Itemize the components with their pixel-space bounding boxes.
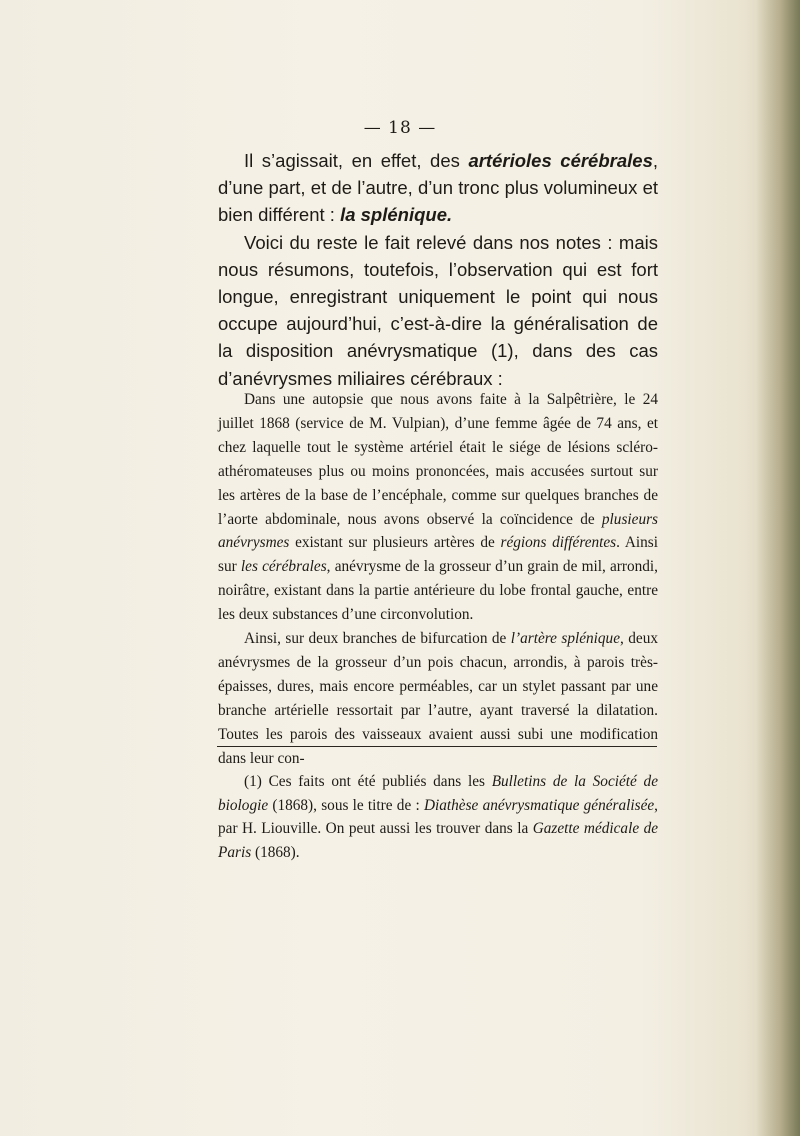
emphasis: régions différentes	[500, 534, 617, 552]
text-run: , par H. Liouville. On peut aussi les trouver dans la	[218, 796, 658, 838]
emphasis: les cérébrales	[240, 558, 327, 576]
emphasis: Gazette médicale de Paris	[218, 820, 659, 861]
footnote	[218, 770, 658, 864]
emphasis: Bulletins de la Société de biologie	[218, 773, 658, 814]
text-run: (1) Ces faits ont été publiés dans les	[244, 773, 492, 790]
text-run: Dans une autopsie que nous avons faite à la Salpêtrière, le 24 juillet 1868 (service de M. Vulpian), d’une femme âgée de 74 ans, et chez laquelle tout le système artériel était le siége de lésions scléro-athéromateuses plus ou moins prononcées, mais accusées surtout sur les artères de la base de l’encéphale, comme sur quelques branches de l’aorte abdominale, nous avons observé la coïncidence de	[218, 391, 658, 528]
emphasis: Diathèse anévrysmatique généralisée	[423, 796, 655, 814]
paragraph-2: Voici du reste le fait relevé dans nos notes : mais nous résumons, toutefois, l’observation qui est fort longue, enregistrant uniquement le point qui nous occupe aujourd’hui, c’est-à-dire la généralisation de la disposition anévrysmatique (1), dans des cas d’anévrysmes miliaires cérébraux :	[218, 231, 658, 389]
footnote-paragraph	[218, 770, 658, 864]
main-text	[218, 147, 658, 392]
emphasis: plusieurs anévrysmes	[218, 510, 658, 552]
footnote-divider	[217, 746, 657, 747]
text-run: Il s’agissait, en effet, des	[244, 150, 469, 171]
page-edge-shadow	[756, 0, 800, 1136]
text-run: (1868), sous le titre de :	[268, 796, 424, 814]
emphasis-arterioles: artérioles cérébrales	[468, 150, 653, 171]
quote-paragraph-1	[218, 388, 658, 627]
emphasis-splenique: la splénique.	[340, 204, 453, 226]
emphasis: l’artère splénique	[510, 630, 620, 648]
text-run: . Ainsi sur	[218, 534, 659, 576]
text-run: , d’une part, et de l’autre, d’un tronc plus volumineux et bien différent :	[218, 150, 658, 226]
text-run: existant sur plusieurs artères de	[289, 534, 501, 552]
paragraph-1	[218, 147, 658, 229]
text-run: (1868).	[251, 843, 300, 861]
quote-paragraph-2	[218, 627, 658, 770]
page-number: — 18 —	[363, 118, 437, 138]
text-run: Ainsi, sur deux branches de bifurcation de	[244, 630, 511, 648]
observation-quote	[218, 388, 658, 771]
text-run: , deux anévrysmes de la grosseur d’un pois chacun, arrondis, à parois très-épaisses, dures, mais encore perméables, car un stylet passant par une branche artérielle ressortait par l’autre, ayant traversé la dilatation. Toutes les parois des vaisseaux avaient aussi subi une modification dans leur con-	[218, 630, 658, 767]
text-run: , anévrysme de la grosseur d’un grain de mil, arrondi, noirâtre, existant dans la partie antérieure du lobe frontal gauche, entre les deux substances d’une circonvolution.	[218, 558, 658, 624]
